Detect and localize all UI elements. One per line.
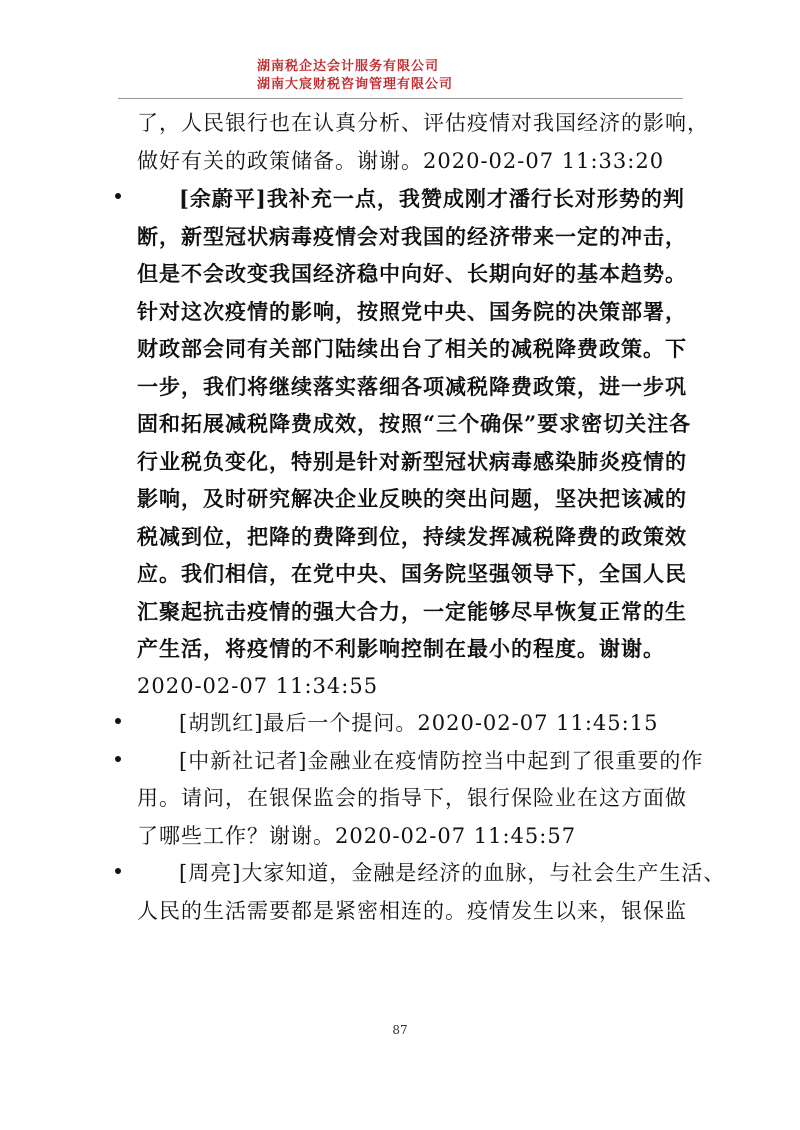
text-line: 应。我们相信，在党中央、国务院坚强领导下，全国人民 [137, 561, 687, 586]
text-line: 但是不会改变我国经济稳中向好、长期向好的基本趋势。 [137, 261, 687, 286]
bullet-icon [115, 193, 121, 199]
paragraph [0, 855, 800, 930]
bullet-icon [115, 718, 121, 724]
paragraph [0, 180, 800, 668]
text-line: 汇聚起抗击疫情的强大合力，一定能够尽早恢复正常的生 [137, 598, 687, 624]
text-line: 固和拓展减税降费成效，按照“三个确保”要求密切关注各 [137, 411, 692, 436]
text-line: 用。请问，在银保监会的指导下，银行保险业在这方面做 [137, 786, 687, 810]
document-body [0, 105, 800, 930]
text-line: 财政部会同有关部门陆续出台了相关的减税降费政策。下 [137, 336, 687, 361]
page-number: 87 [392, 1023, 408, 1037]
text-line: 影响，及时研究解决企业反映的突出问题，坚决把该减的 [137, 486, 687, 511]
text-line: [中新社记者]金融业在疫情防控当中起到了很重要的作 [179, 748, 704, 773]
text-line: 人民的生活需要都是紧密相连的。疫情发生以来，银保监 [137, 898, 687, 923]
text-line: 了哪些工作？谢谢。2020-02-07 11:45:57 [137, 823, 577, 848]
text-line: [余蔚平]我补充一点，我赞成刚才潘行长对形势的判 [179, 186, 685, 211]
text-line: 行业税负变化，特别是针对新型冠状病毒感染肺炎疫情的 [137, 448, 687, 474]
header-divider [118, 98, 683, 99]
text-line: 2020-02-07 11:34:55 [137, 673, 379, 698]
bullet-icon [115, 868, 121, 874]
paragraph [0, 668, 800, 706]
text-line: 做好有关的政策储备。谢谢。2020-02-07 11:33:20 [137, 148, 665, 173]
text-line: 产生活，将疫情的不利影响控制在最小的程度。谢谢。 [137, 636, 665, 661]
text-line: 断，新型冠状病毒疫情会对我国的经济带来一定的冲击， [137, 223, 687, 249]
company-name-2: 湖南大宸财税咨询管理有限公司 [257, 77, 454, 92]
letterhead [120, 58, 660, 94]
text-line: [周亮]大家知道，金融是经济的血脉，与社会生产生活、 [179, 861, 726, 885]
text-line: 针对这次疫情的影响，按照党中央、国务院的决策部署， [137, 298, 687, 324]
paragraph [0, 105, 800, 180]
text-line: 一步，我们将继续落实落细各项减税降费政策，进一步巩 [137, 373, 687, 399]
text-line: 税减到位，把降的费降到位，持续发挥减税降费的政策效 [137, 523, 687, 549]
text-line: 了，人民银行也在认真分析、评估疫情对我国经济的影响， [137, 111, 709, 135]
company-name-1: 湖南税企达会计服务有限公司 [257, 59, 440, 74]
bullet-icon [115, 756, 121, 762]
paragraph [0, 705, 800, 743]
text-line: [胡凯红]最后一个提问。2020-02-07 11:45:15 [179, 711, 659, 735]
paragraph [0, 743, 800, 856]
